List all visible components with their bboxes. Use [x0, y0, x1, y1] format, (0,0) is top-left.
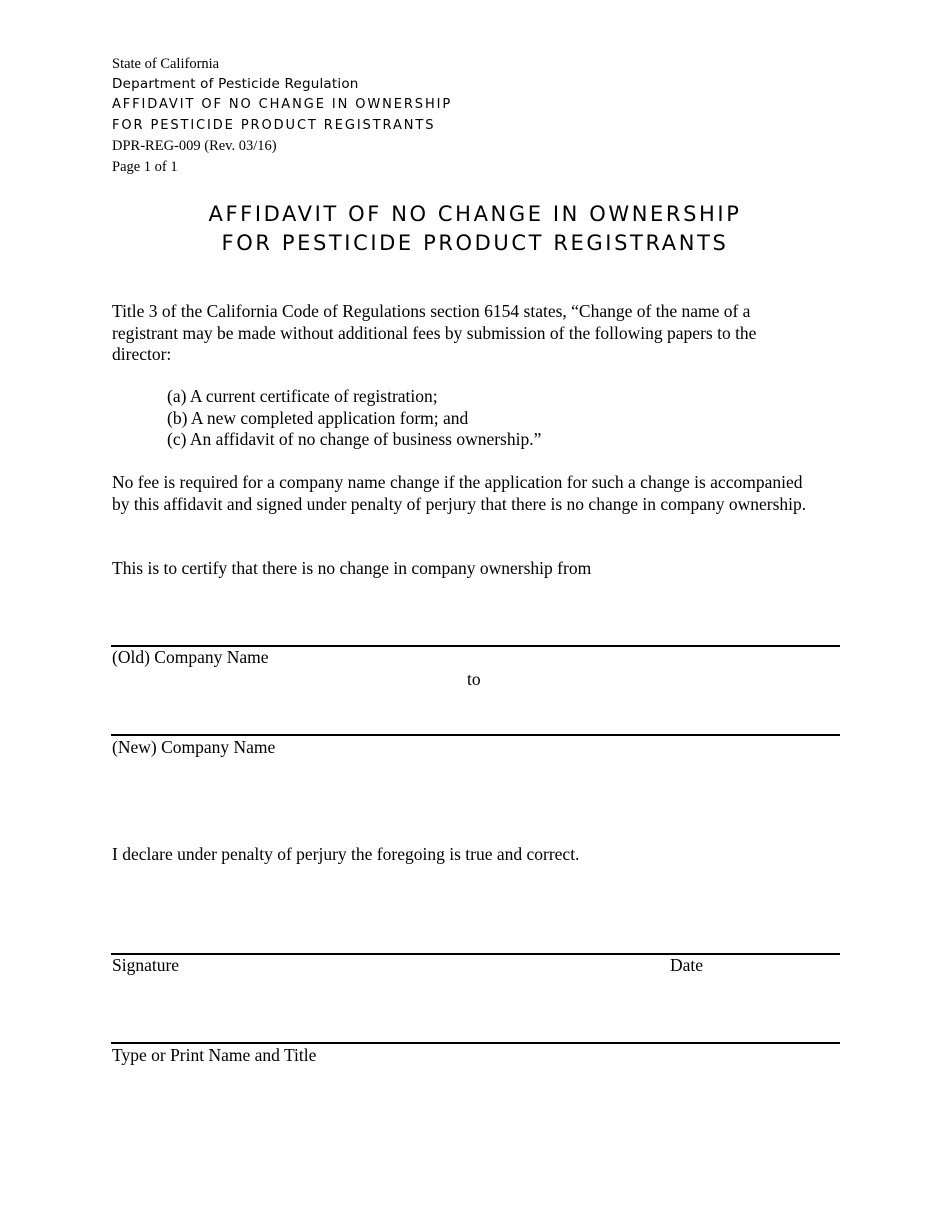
- name-title-label: Type or Print Name and Title: [112, 1045, 317, 1065]
- list-item-c: (c) An affidavit of no change of business ownership.”: [167, 429, 542, 449]
- list-item-a: (a) A current certificate of registration;: [167, 386, 438, 406]
- list-item-b: (b) A new completed application form; and: [167, 408, 469, 428]
- name-title-line[interactable]: [111, 1042, 840, 1044]
- new-company-name-label: (New) Company Name: [112, 737, 276, 757]
- certify-statement: This is to certify that there is no change in company ownership from: [112, 558, 592, 578]
- header-department: Department of Pesticide Regulation: [112, 76, 359, 92]
- document-title-line2: FOR PESTICIDE PRODUCT REGISTRANTS: [221, 231, 729, 255]
- header-form-title-line2: FOR PESTICIDE PRODUCT REGISTRANTS: [112, 118, 436, 133]
- document-title-line1: AFFIDAVIT OF NO CHANGE IN OWNERSHIP: [208, 202, 742, 226]
- signature-label: Signature: [112, 955, 180, 975]
- date-label: Date: [670, 955, 704, 975]
- old-company-name-label: (Old) Company Name: [112, 647, 269, 667]
- no-fee-paragraph: No fee is required for a company name change if the application for such a change is accompanied by this affidavit and signed under penalty of perjury that there is no change in company ownership.: [112, 472, 807, 514]
- to-label: to: [467, 669, 481, 689]
- new-company-name-line[interactable]: [111, 734, 840, 736]
- header-state: State of California: [112, 56, 220, 72]
- signature-date-line[interactable]: [111, 953, 840, 955]
- intro-paragraph: Title 3 of the California Code of Regulations section 6154 states, “Change of the name of a registrant may be made without additional fees by submission of the following papers to the director:: [112, 301, 757, 364]
- header-form-number: DPR-REG-009 (Rev. 03/16): [112, 138, 277, 154]
- header-form-title-line1: AFFIDAVIT OF NO CHANGE IN OWNERSHIP: [112, 97, 453, 112]
- header-page-number: Page 1 of 1: [112, 159, 178, 175]
- declaration-statement: I declare under penalty of perjury the foregoing is true and correct.: [112, 844, 580, 864]
